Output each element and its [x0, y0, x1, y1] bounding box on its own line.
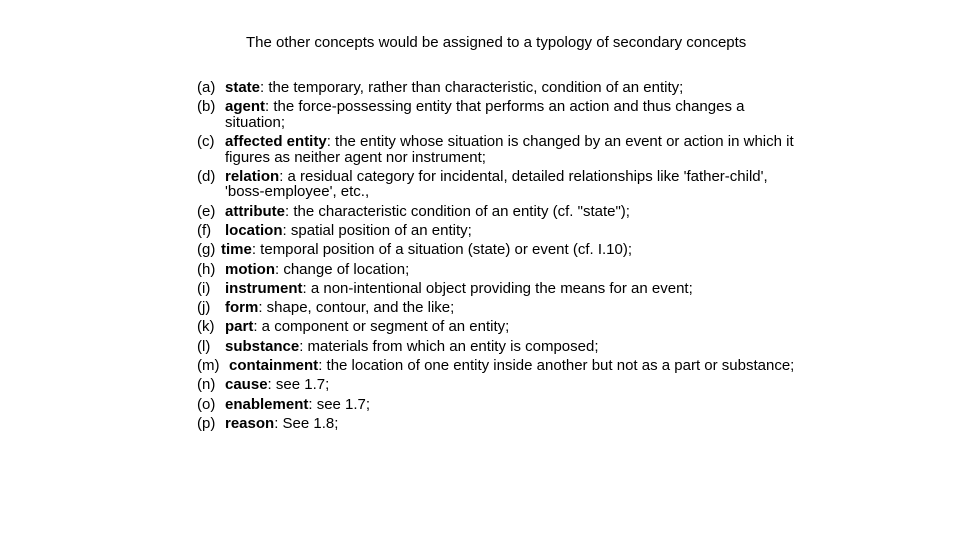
definition-item-e: [197, 204, 797, 220]
definition-text: : shape, contour, and the like;: [258, 299, 455, 317]
definition-item-a: [197, 80, 797, 96]
definition-text: : the characteristic condition of an entity (cf. "state");: [285, 202, 630, 220]
item-marker: (m): [197, 357, 220, 375]
item-marker: (l): [197, 337, 211, 355]
definition-term: location: [225, 221, 283, 239]
definition-term: containment: [229, 357, 319, 375]
definition-item-f: [197, 223, 797, 239]
definition-item-m: [197, 358, 797, 374]
item-marker: (k): [197, 318, 215, 336]
item-marker: (a): [197, 79, 216, 96]
item-marker: (d): [197, 167, 216, 185]
definition-text: : a non-intentional object providing the means for an event;: [302, 279, 693, 297]
definition-item-h: [197, 262, 797, 278]
item-marker: (c): [197, 133, 215, 151]
definition-term: reason: [225, 414, 275, 432]
definition-item-b: [197, 99, 797, 130]
definition-text: : a component or segment of an entity;: [253, 318, 510, 336]
definition-text: : temporal position of a situation (state) or event (cf. I.10);: [251, 241, 633, 259]
definition-text: : the location of one entity inside another but not as a part or substance;: [318, 357, 795, 375]
definition-item-j: [197, 300, 797, 316]
definition-text: : a residual category for incidental, detailed relationships like 'father-child', 'boss-employee', etc.,: [225, 167, 768, 201]
item-marker: (g): [197, 241, 216, 259]
definition-item-k: [197, 319, 797, 335]
slide-title: The other concepts would be assigned to a typology of secondary concepts: [246, 34, 747, 51]
item-marker: (n): [197, 376, 216, 394]
definition-item-d: [197, 169, 797, 200]
definition-term: state: [225, 79, 261, 96]
definition-term: substance: [225, 337, 300, 355]
definition-item-o: [197, 397, 797, 413]
definition-term: relation: [225, 167, 280, 185]
definition-text: : the entity whose situation is changed by an event or action in which it figures as neither agent nor instrument;: [225, 133, 794, 166]
definition-item-l: [197, 339, 797, 355]
definition-term: form: [225, 299, 259, 317]
item-marker: (e): [197, 202, 216, 220]
definition-term: cause: [225, 376, 268, 394]
item-marker: (h): [197, 260, 216, 278]
definition-text: : the force-possessing entity that performs an action and thus changes a situation;: [225, 98, 745, 131]
definition-term: enablement: [225, 395, 309, 413]
definition-term: part: [225, 318, 254, 336]
definition-text: : see 1.7;: [308, 395, 371, 413]
item-marker: (b): [197, 98, 216, 116]
definition-item-g: [197, 242, 797, 258]
definition-term: affected entity: [225, 133, 327, 151]
definition-term: agent: [225, 98, 266, 116]
item-marker: (i): [197, 279, 211, 297]
definition-text: : spatial position of an entity;: [282, 221, 472, 239]
item-marker: (p): [197, 414, 216, 432]
definition-item-i: [197, 281, 797, 297]
item-marker: (o): [197, 395, 216, 413]
item-marker: (f): [197, 221, 212, 239]
definition-term: time: [221, 241, 252, 259]
definition-text: : change of location;: [275, 260, 410, 278]
definition-text: : see 1.7;: [267, 376, 330, 394]
definition-term: attribute: [225, 202, 285, 220]
definition-text: : See 1.8;: [274, 414, 339, 432]
definition-list: [197, 80, 797, 435]
definition-item-c: [197, 134, 797, 165]
definition-text: : materials from which an entity is composed;: [299, 337, 599, 355]
definition-term: instrument: [225, 279, 303, 297]
definition-term: motion: [225, 260, 275, 278]
definition-text: : the temporary, rather than characteristic, condition of an entity;: [260, 79, 684, 96]
definition-item-p: [197, 416, 797, 432]
item-marker: (j): [197, 299, 211, 317]
definition-item-n: [197, 377, 797, 393]
